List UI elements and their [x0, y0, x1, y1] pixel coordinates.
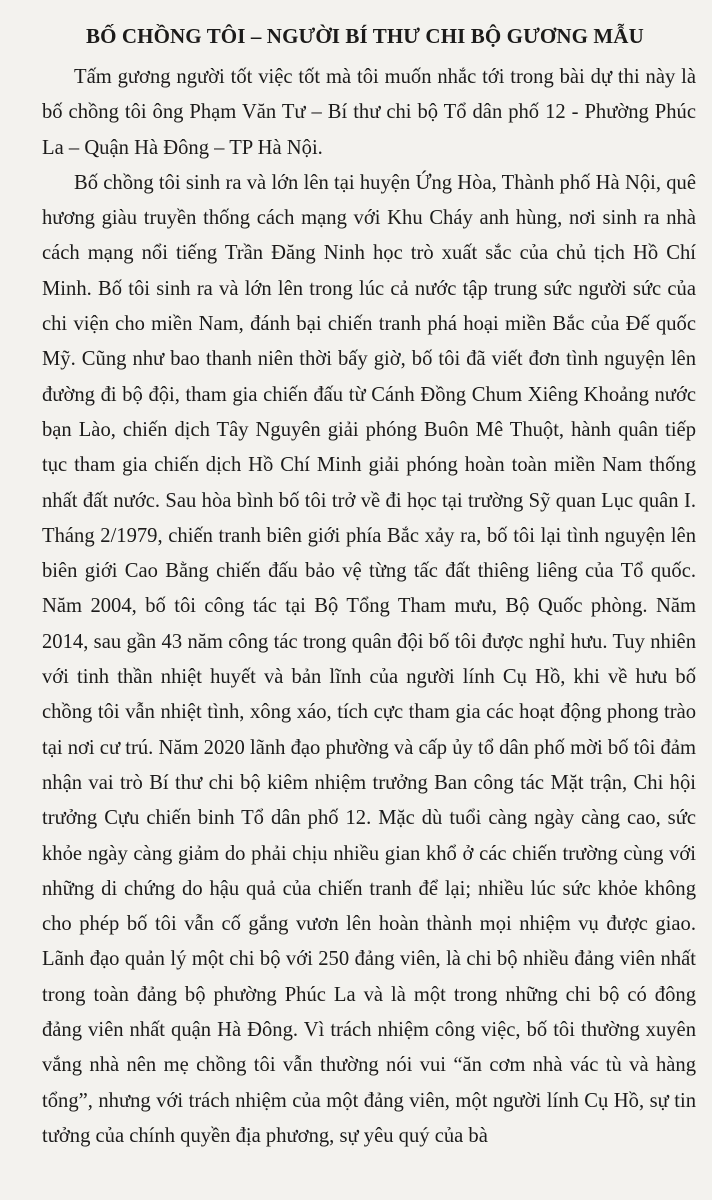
paragraph-biography: Bố chồng tôi sinh ra và lớn lên tại huyện Ứng Hòa, Thành phố Hà Nội, quê hương giàu truyền thống cách mạng với Khu Cháy anh hùng, nơi sinh ra nhà cách mạng nổi tiếng Trần Đăng Ninh học trò xuất sắc của chủ tịch Hồ Chí Minh. Bố tôi sinh ra và lớn lên trong lúc cả nước tập trung sức người sức của chi viện cho miền Nam, đánh bại chiến tranh phá hoại miền Bắc của Đế quốc Mỹ. Cũng như bao thanh niên thời bấy giờ, bố tôi đã viết đơn tình nguyện lên đường đi bộ đội, tham gia chiến đấu từ Cánh Đồng Chum Xiêng Khoảng nước bạn Lào, chiến dịch Tây Nguyên giải phóng Buôn Mê Thuột, hành quân tiếp tục tham gia chiến dịch Hồ Chí Minh giải phóng hoàn toàn miền Nam thống nhất đất nước. Sau hòa bình bố tôi trở về đi học tại trường Sỹ quan Lục quân I. Tháng 2/1979, chiến tranh biên giới phía Bắc xảy ra, bố tôi lại tình nguyện lên biên giới Cao Bằng chiến đấu bảo vệ từng tấc đất thiêng liêng của Tổ quốc. Năm 2004, bố tôi công tác tại Bộ Tổng Tham mưu, Bộ Quốc phòng. Năm 2014, sau gần 43 năm công tác trong quân đội bố tôi được nghỉ hưu. Tuy nhiên với tinh thần nhiệt huyết và bản lĩnh của người lính Cụ Hồ, khi về hưu bố chồng tôi vẫn nhiệt tình, xông xáo, tích cực tham gia các hoạt động phong trào tại nơi cư trú. Năm 2020 lãnh đạo phường và cấp ủy tổ dân phố mời bố tôi đảm nhận vai trò Bí thư chi bộ kiêm nhiệm trưởng Ban công tác Mặt trận, Chi hội trưởng Cựu chiến binh Tổ dân phố 12. Mặc dù tuổi càng ngày càng cao, sức khỏe ngày càng giảm do phải chịu nhiều gian khổ ở các chiến trường cùng với những di chứng do hậu quả của chiến tranh để lại; nhiều lúc sức khỏe không cho phép bố tôi vẫn cố gắng vươn lên hoàn thành mọi nhiệm vụ được giao. Lãnh đạo quản lý một chi bộ với 250 đảng viên, là chi bộ nhiều đảng viên nhất trong toàn đảng bộ phường Phúc La và là một trong những chi bộ có đông đảng viên nhất quận Hà Đông. Vì trách nhiệm công việc, bố tôi thường xuyên vắng nhà nên mẹ chồng tôi vẫn thường nói vui “ăn cơm nhà vác tù và hàng tổng”, nhưng với trách nhiệm của một đảng viên, một người lính Cụ Hồ, sự tin tưởng của chính quyền địa phương, sự yêu quý của bà — [42, 171, 696, 1147]
paragraph-intro: Tấm gương người tốt việc tốt mà tôi muốn nhắc tới trong bài dự thi này là bố chồng tôi ông Phạm Văn Tư – Bí thư chi bộ Tổ dân phố 12 - Phường Phúc La – Quận Hà Đông – TP Hà Nội. — [42, 66, 696, 159]
document-title: BỐ CHỒNG TÔI – NGƯỜI BÍ THƯ CHI BỘ GƯƠNG MẪU — [86, 24, 644, 48]
